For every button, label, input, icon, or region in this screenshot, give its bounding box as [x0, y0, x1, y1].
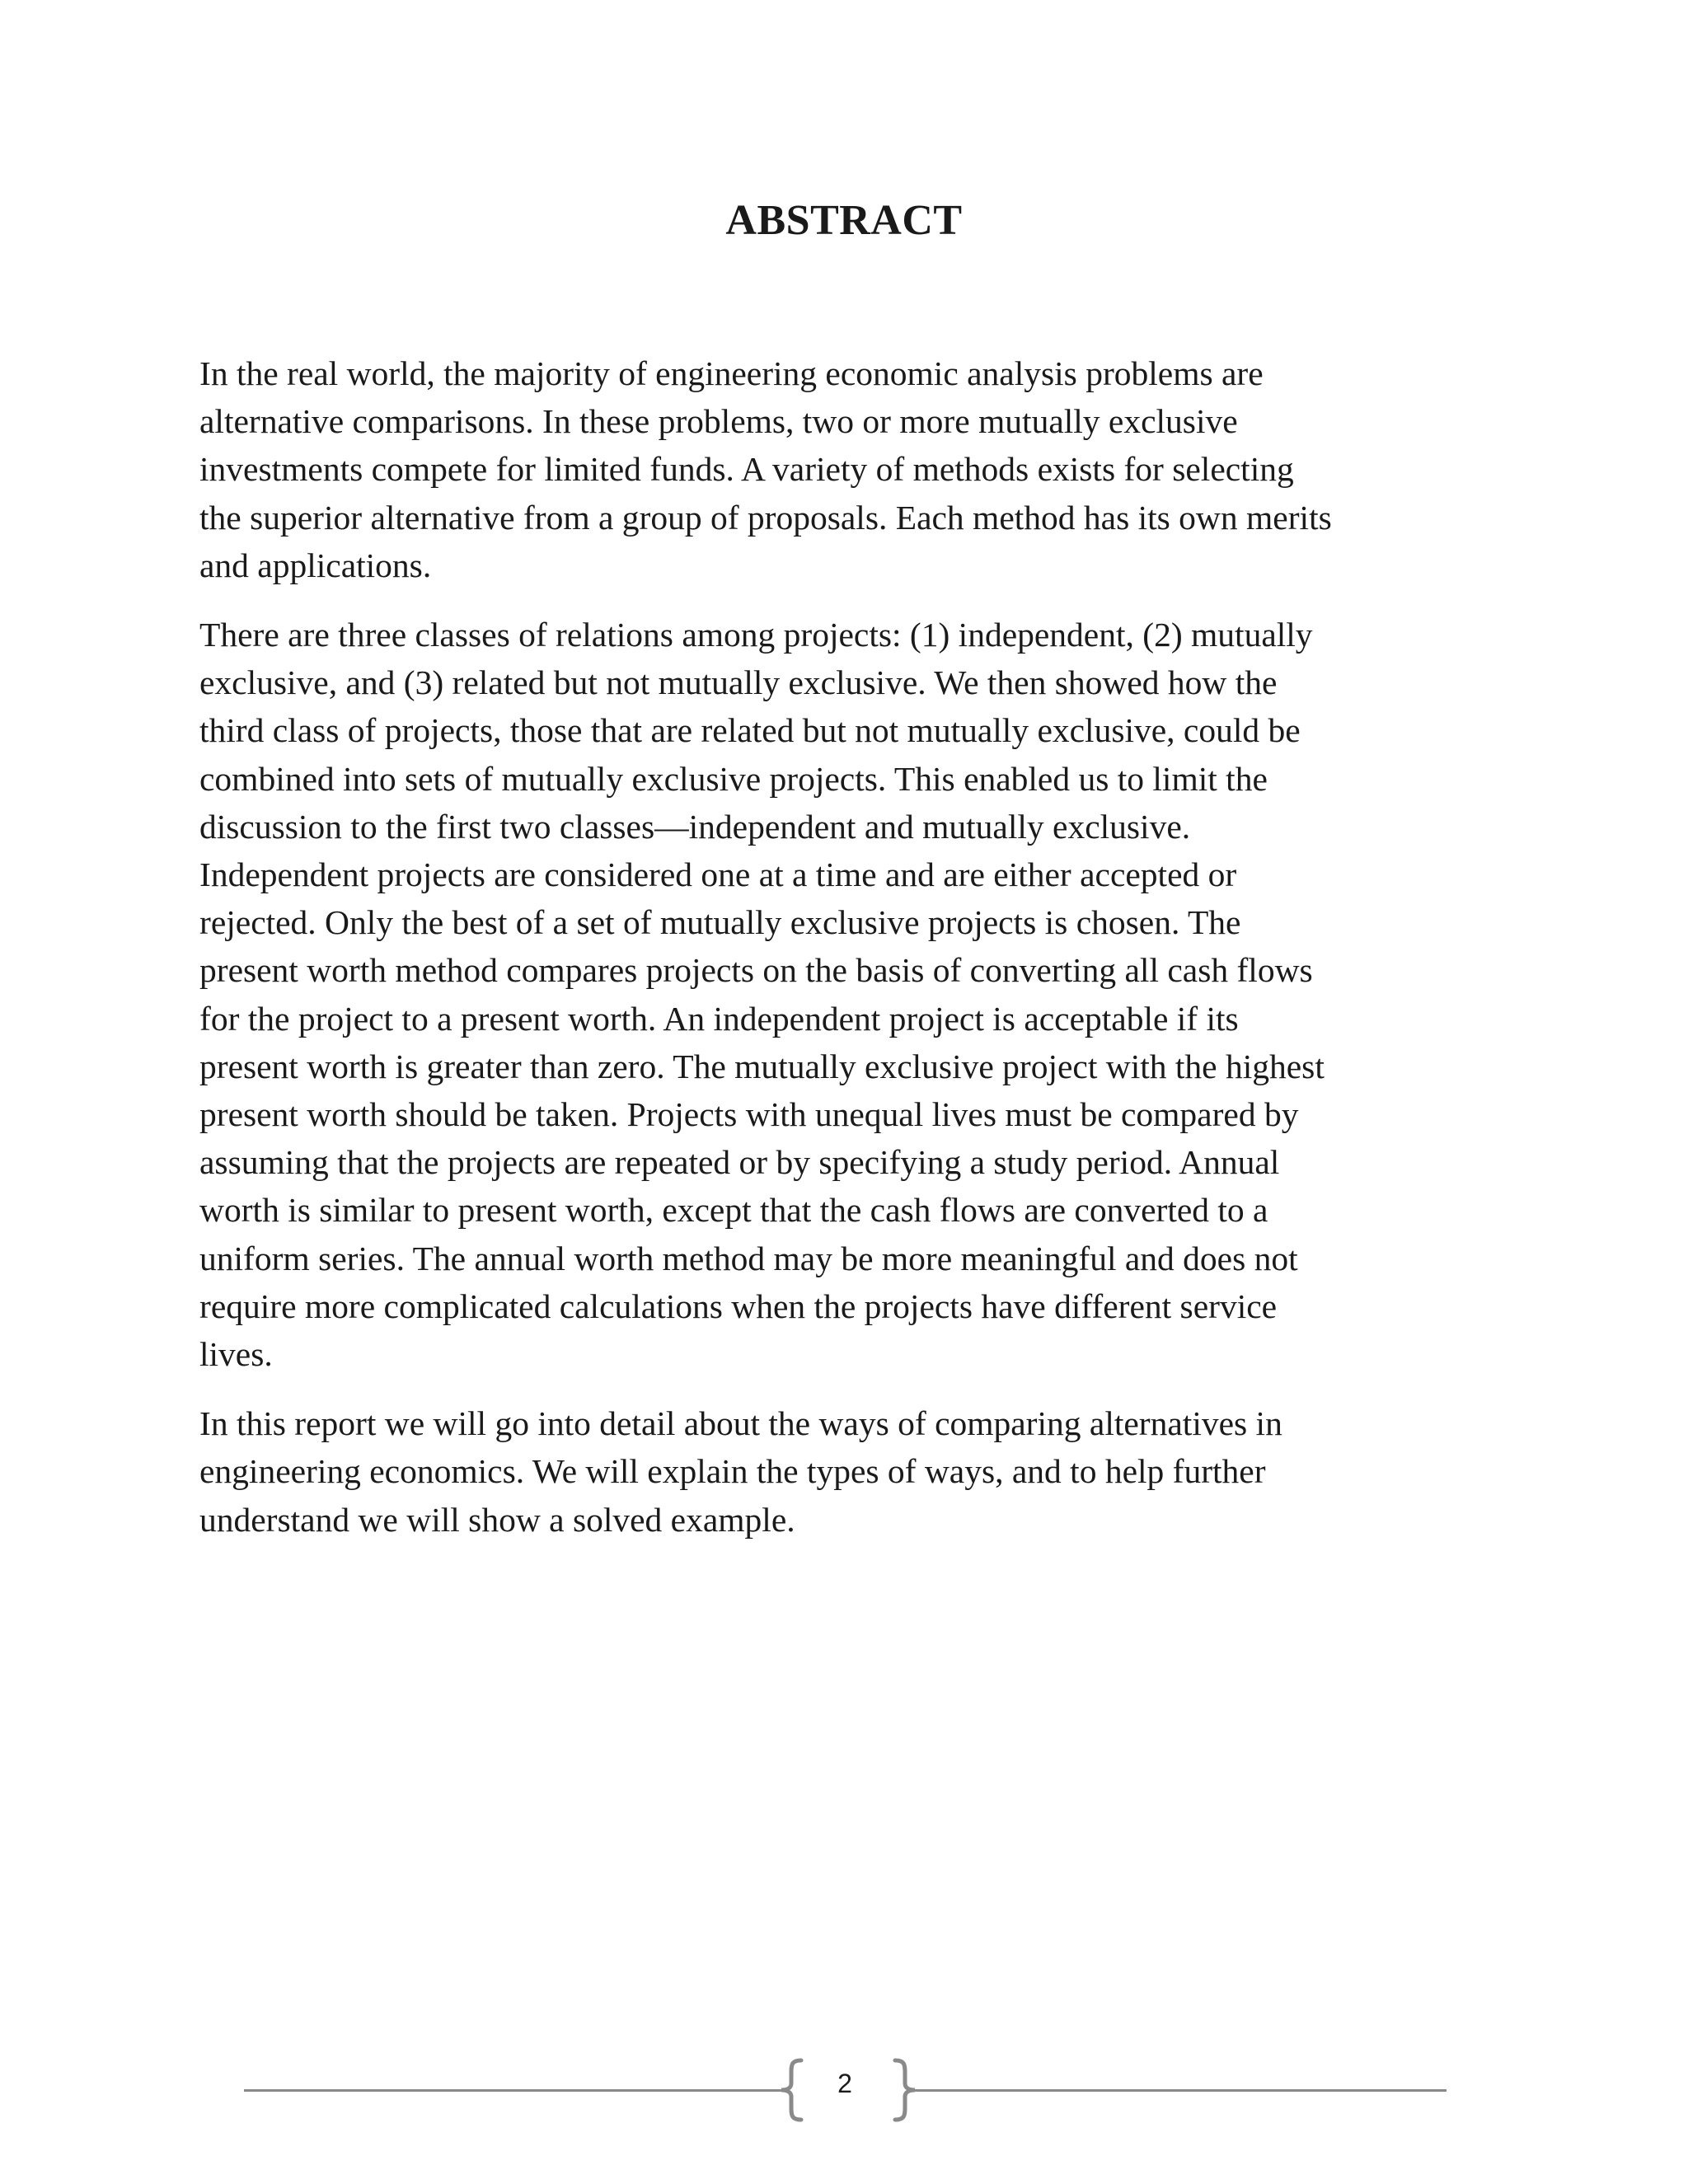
- text-line: alternative comparisons. In these problems, two or more mutually exclusive: [199, 402, 1238, 441]
- text-line: Independent projects are considered one at a time and are either accepted or: [199, 855, 1237, 894]
- text-line: In this report we will go into detail about the ways of comparing alternatives in: [199, 1404, 1282, 1443]
- text-line: and applications.: [199, 546, 432, 584]
- text-line: third class of projects, those that are related but not mutually exclusive, could be: [199, 711, 1301, 750]
- left-brace-icon: [775, 2057, 808, 2123]
- text-line: In the real world, the majority of engineering economic analysis problems are: [199, 354, 1264, 392]
- text-line: discussion to the first two classes—independent and mutually exclusive.: [199, 807, 1191, 846]
- page-footer: [0, 2057, 1688, 2123]
- paragraph-1: [199, 349, 1485, 589]
- text-line: understand we will show a solved example.: [199, 1500, 795, 1539]
- page-title: ABSTRACT: [725, 197, 963, 244]
- text-line: present worth should be taken. Projects with unequal lives must be compared by: [199, 1095, 1299, 1134]
- text-line: There are three classes of relations among projects: (1) independent, (2) mutually: [199, 616, 1313, 654]
- text-line: assuming that the projects are repeated or by specifying a study period. Annual: [199, 1143, 1280, 1182]
- abstract-body: [199, 349, 1485, 1565]
- text-line: require more complicated calculations when the projects have different service: [199, 1286, 1278, 1325]
- text-line: investments compete for limited funds. A variety of methods exists for selecting: [199, 450, 1294, 489]
- text-line: present worth method compares projects on the basis of converting all cash flows: [199, 951, 1313, 990]
- text-line: engineering economics. We will explain the types of ways, and to help further: [199, 1452, 1266, 1491]
- text-line: the superior alternative from a group of proposals. Each method has its own merits: [199, 498, 1332, 537]
- text-line: lives.: [199, 1335, 273, 1374]
- text-line: uniform series. The annual worth method may be more meaningful and does not: [199, 1239, 1298, 1277]
- text-line: present worth is greater than zero. The mutually exclusive project with the highest: [199, 1047, 1325, 1085]
- paragraph-2: [199, 611, 1485, 1378]
- footer-rule-left: [244, 2089, 783, 2092]
- paragraph-3: [199, 1399, 1485, 1544]
- text-line: rejected. Only the best of a set of mutually exclusive projects is chosen. The: [199, 903, 1241, 942]
- footer-rule-right: [907, 2089, 1447, 2092]
- page-number: 2: [837, 2069, 852, 2098]
- text-line: combined into sets of mutually exclusive projects. This enabled us to limit the: [199, 759, 1268, 798]
- text-line: worth is similar to present worth, except that the cash flows are converted to a: [199, 1191, 1268, 1230]
- text-line: for the project to a present worth. An independent project is acceptable if its: [199, 999, 1239, 1038]
- text-line: exclusive, and (3) related but not mutually exclusive. We then showed how the: [199, 663, 1278, 702]
